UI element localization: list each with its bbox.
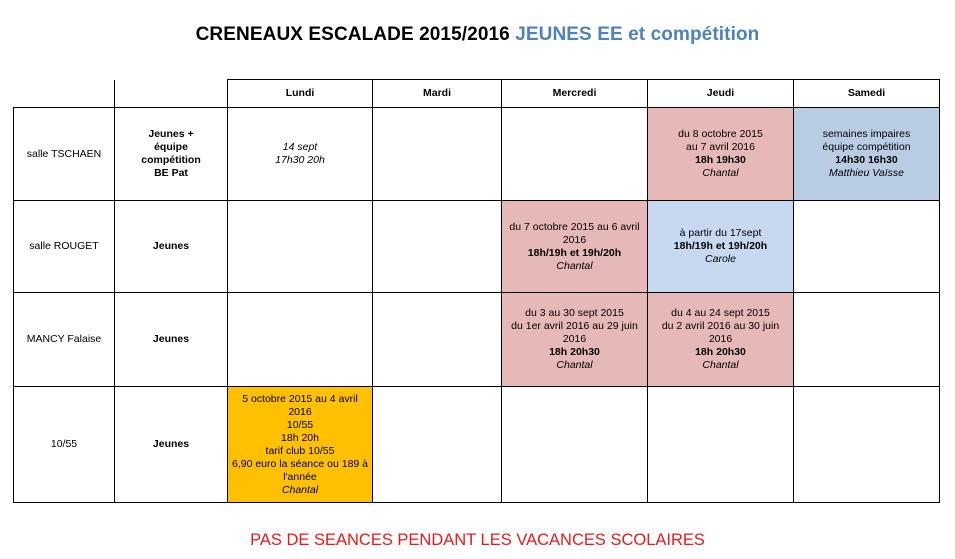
empty-cell bbox=[502, 108, 648, 201]
slot-date: à partir du 17sept bbox=[679, 227, 762, 239]
slot-coach: Chantal bbox=[556, 359, 593, 371]
slot-cell bbox=[648, 201, 794, 293]
venue-cell: salle ROUGET bbox=[14, 201, 115, 293]
group-cell: Jeunes bbox=[115, 201, 228, 293]
slot-date: 2016 bbox=[562, 333, 587, 345]
empty-cell bbox=[373, 387, 502, 503]
slot-cell bbox=[648, 108, 794, 201]
schedule-table bbox=[13, 79, 940, 503]
group-cell bbox=[115, 108, 228, 201]
title-highlight: JEUNES EE et compétition bbox=[515, 24, 760, 45]
slot-date: du 8 octobre 2015 bbox=[678, 128, 763, 140]
group-line: compétition bbox=[141, 154, 201, 166]
empty-cell bbox=[648, 387, 794, 503]
header-blank-cell bbox=[115, 80, 228, 108]
venue-cell: 10/55 bbox=[14, 387, 115, 503]
slot-date: semaines impaires bbox=[822, 128, 911, 140]
slot-date: équipe compétition bbox=[822, 141, 911, 153]
slot-price: l'année bbox=[283, 470, 317, 483]
slot-date: du 4 au 24 sept 2015 bbox=[671, 307, 770, 319]
slot-date: 2016 bbox=[562, 233, 587, 246]
slot-time: 18h 20h30 bbox=[549, 346, 600, 358]
empty-cell bbox=[502, 387, 648, 503]
slot-time: 18h 19h30 bbox=[695, 154, 746, 166]
empty-cell bbox=[794, 201, 940, 293]
group-line: BE Pat bbox=[154, 167, 188, 179]
empty-cell bbox=[794, 293, 940, 387]
page-title bbox=[0, 24, 955, 46]
slot-cell bbox=[502, 293, 648, 387]
empty-cell bbox=[794, 387, 940, 503]
table-row bbox=[14, 108, 940, 201]
slot-date: 2016 bbox=[708, 333, 733, 345]
slot-price: 6,90 euro la séance ou 189 à bbox=[231, 457, 369, 470]
group-cell: Jeunes bbox=[115, 293, 228, 387]
group-line: équipe bbox=[154, 141, 188, 153]
slot-price: tarif club 10/55 bbox=[265, 444, 335, 457]
table-row bbox=[14, 387, 940, 503]
slot-venue: 10/55 bbox=[286, 418, 314, 431]
slot-date: du 3 au 30 sept 2015 bbox=[525, 307, 624, 319]
slot-coach: Carole bbox=[705, 253, 736, 265]
slot-cell bbox=[502, 201, 648, 293]
title-main: CRENEAUX ESCALADE 2015/2016 bbox=[195, 24, 516, 45]
table-header-row bbox=[14, 80, 940, 108]
slot-time: 18h 20h bbox=[281, 431, 319, 444]
venue-cell: salle TSCHAEN bbox=[14, 108, 115, 201]
day-header-lundi: Lundi bbox=[228, 80, 373, 108]
empty-cell bbox=[373, 201, 502, 293]
slot-date: du 1er avril 2016 au 29 juin bbox=[511, 320, 638, 332]
day-header-samedi: Samedi bbox=[794, 80, 940, 108]
slot-date: 14 sept bbox=[282, 141, 318, 153]
footer-notice: PAS DE SEANCES PENDANT LES VACANCES SCOLAIRES bbox=[250, 531, 705, 549]
slot-coach: Chantal bbox=[281, 483, 319, 496]
table-row bbox=[14, 293, 940, 387]
slot-date: 5 octobre 2015 au 4 avril 2016 bbox=[242, 392, 358, 418]
slot-cell bbox=[648, 293, 794, 387]
slot-time: 18h/19h et 19h/20h bbox=[673, 240, 768, 252]
slot-cell bbox=[228, 387, 373, 503]
group-line: Jeunes + bbox=[148, 128, 194, 140]
slot-date: du 7 octobre 2015 au 6 avril bbox=[509, 220, 640, 233]
day-header-mardi: Mardi bbox=[373, 80, 502, 108]
venue-cell: MANCY Falaise bbox=[14, 293, 115, 387]
slot-coach: Matthieu Vaïsse bbox=[829, 167, 904, 179]
slot-time: 18h 20h30 bbox=[695, 346, 746, 358]
header-blank-cell bbox=[14, 80, 115, 108]
slot-coach: Chantal bbox=[702, 359, 739, 371]
slot-time: 14h30 16h30 bbox=[835, 154, 898, 166]
slot-date: au 7 avril 2016 bbox=[686, 141, 755, 153]
group-cell: Jeunes bbox=[115, 387, 228, 503]
slot-time: 18h/19h et 19h/20h bbox=[527, 246, 622, 259]
empty-cell bbox=[373, 108, 502, 201]
day-header-mercredi: Mercredi bbox=[502, 80, 648, 108]
slot-cell bbox=[228, 108, 373, 201]
empty-cell bbox=[373, 293, 502, 387]
slot-time: 17h30 20h bbox=[275, 154, 325, 166]
table-row bbox=[14, 201, 940, 293]
empty-cell bbox=[228, 293, 373, 387]
empty-cell bbox=[228, 201, 373, 293]
slot-coach: Chantal bbox=[702, 167, 739, 179]
slot-cell bbox=[794, 108, 940, 201]
day-header-jeudi: Jeudi bbox=[648, 80, 794, 108]
slot-date: du 2 avril 2016 au 30 juin bbox=[661, 320, 780, 332]
slot-coach: Chantal bbox=[556, 259, 593, 272]
